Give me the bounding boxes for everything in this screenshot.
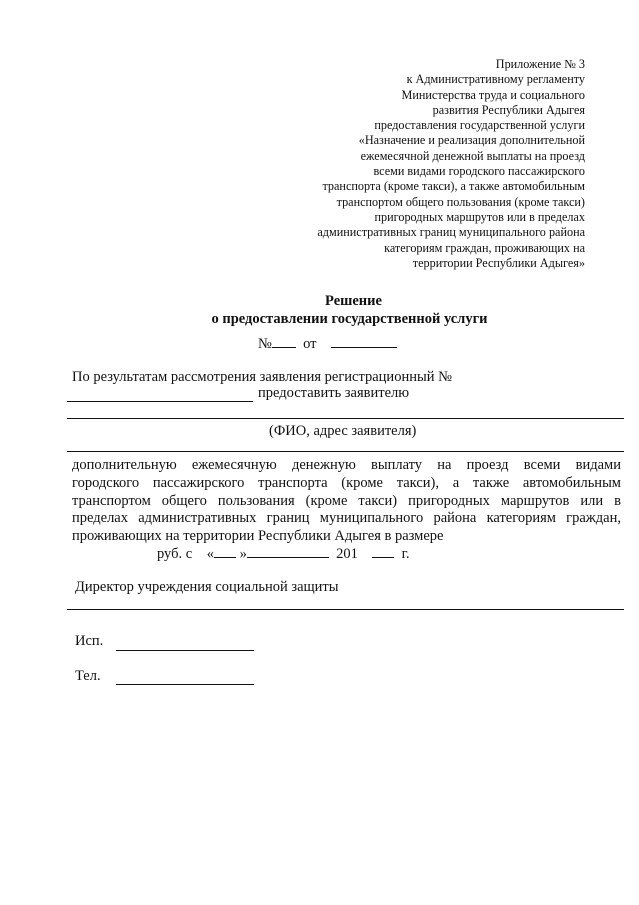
annex-line: транспорта (кроме такси), а также автомобильным bbox=[322, 179, 585, 194]
executor-label: Исп. bbox=[75, 633, 104, 649]
annex-line: ежемесячной денежной выплаты на проезд bbox=[360, 148, 585, 163]
rub-from-label: руб. с bbox=[157, 546, 193, 562]
director-label: Директор учреждения социальной защиты bbox=[75, 579, 339, 595]
paragraph-line: транспортом общего пользования (кроме такси) пригородных маршрутов или в bbox=[72, 492, 621, 509]
phone-field[interactable] bbox=[116, 684, 254, 685]
application-line: По результатам рассмотрения заявления регистрационный № bbox=[72, 369, 452, 385]
phone-label: Тел. bbox=[75, 668, 101, 684]
from-word: от bbox=[303, 336, 317, 352]
annex-line: административных границ муниципального района bbox=[317, 225, 585, 240]
grant-line: предоставить заявителю bbox=[258, 385, 410, 401]
annex-line: территории Республики Адыгея» bbox=[412, 255, 585, 270]
annex-header bbox=[285, 57, 585, 271]
start-day-field[interactable] bbox=[214, 544, 236, 558]
paragraph-line: проживающих на территории Республики Адыгея в размере bbox=[72, 528, 444, 545]
annex-line: «Назначение и реализация дополнительной bbox=[358, 133, 585, 148]
paragraph-line: дополнительную ежемесячную денежную выплату на проезд всеми видами bbox=[72, 457, 621, 473]
annex-line: предоставления государственной услуги bbox=[374, 118, 585, 133]
year-digit-field[interactable] bbox=[372, 544, 394, 558]
annex-line: категориям граждан, проживающих на bbox=[384, 240, 585, 255]
decision-date-field[interactable] bbox=[331, 333, 397, 348]
annex-line: к Административному регламенту bbox=[406, 72, 585, 87]
decision-number-field[interactable] bbox=[272, 333, 296, 348]
applicant-name-field[interactable] bbox=[67, 418, 624, 419]
executor-field[interactable] bbox=[116, 650, 254, 651]
quote-open: « bbox=[206, 546, 214, 562]
applicant-caption: (ФИО, адрес заявителя) bbox=[269, 423, 417, 439]
paragraph-line: пределах административных границ муниципального района категориям граждан, bbox=[72, 510, 621, 527]
quote-close: » bbox=[239, 546, 247, 562]
start-month-field[interactable] bbox=[247, 544, 329, 558]
decision-number-line bbox=[258, 333, 397, 353]
annex-line: всеми видами городского пассажирского bbox=[373, 164, 585, 179]
annex-line: Министерства труда и социального bbox=[401, 87, 585, 102]
annex-line: развития Республики Адыгея bbox=[432, 102, 585, 117]
paragraph-line: городского пассажирского транспорта (кроме такси), а также автомобильным bbox=[72, 474, 621, 491]
amount-line bbox=[157, 544, 410, 563]
annex-line: транспортом общего пользования (кроме такси) bbox=[336, 194, 585, 209]
document-title: Решение bbox=[325, 293, 382, 309]
decision-paragraph bbox=[72, 457, 621, 546]
year-suffix: г. bbox=[401, 546, 410, 562]
document-subtitle: о предоставлении государственной услуги bbox=[211, 311, 488, 327]
applicant-address-field[interactable] bbox=[67, 451, 624, 452]
annex-line: Приложение № 3 bbox=[495, 57, 585, 71]
number-sign: № bbox=[258, 336, 272, 352]
director-signature-field[interactable] bbox=[67, 609, 624, 610]
year-prefix: 201 bbox=[336, 546, 358, 562]
registration-number-field[interactable] bbox=[67, 401, 253, 402]
annex-line: пригородных маршрутов или в пределах bbox=[374, 209, 585, 224]
